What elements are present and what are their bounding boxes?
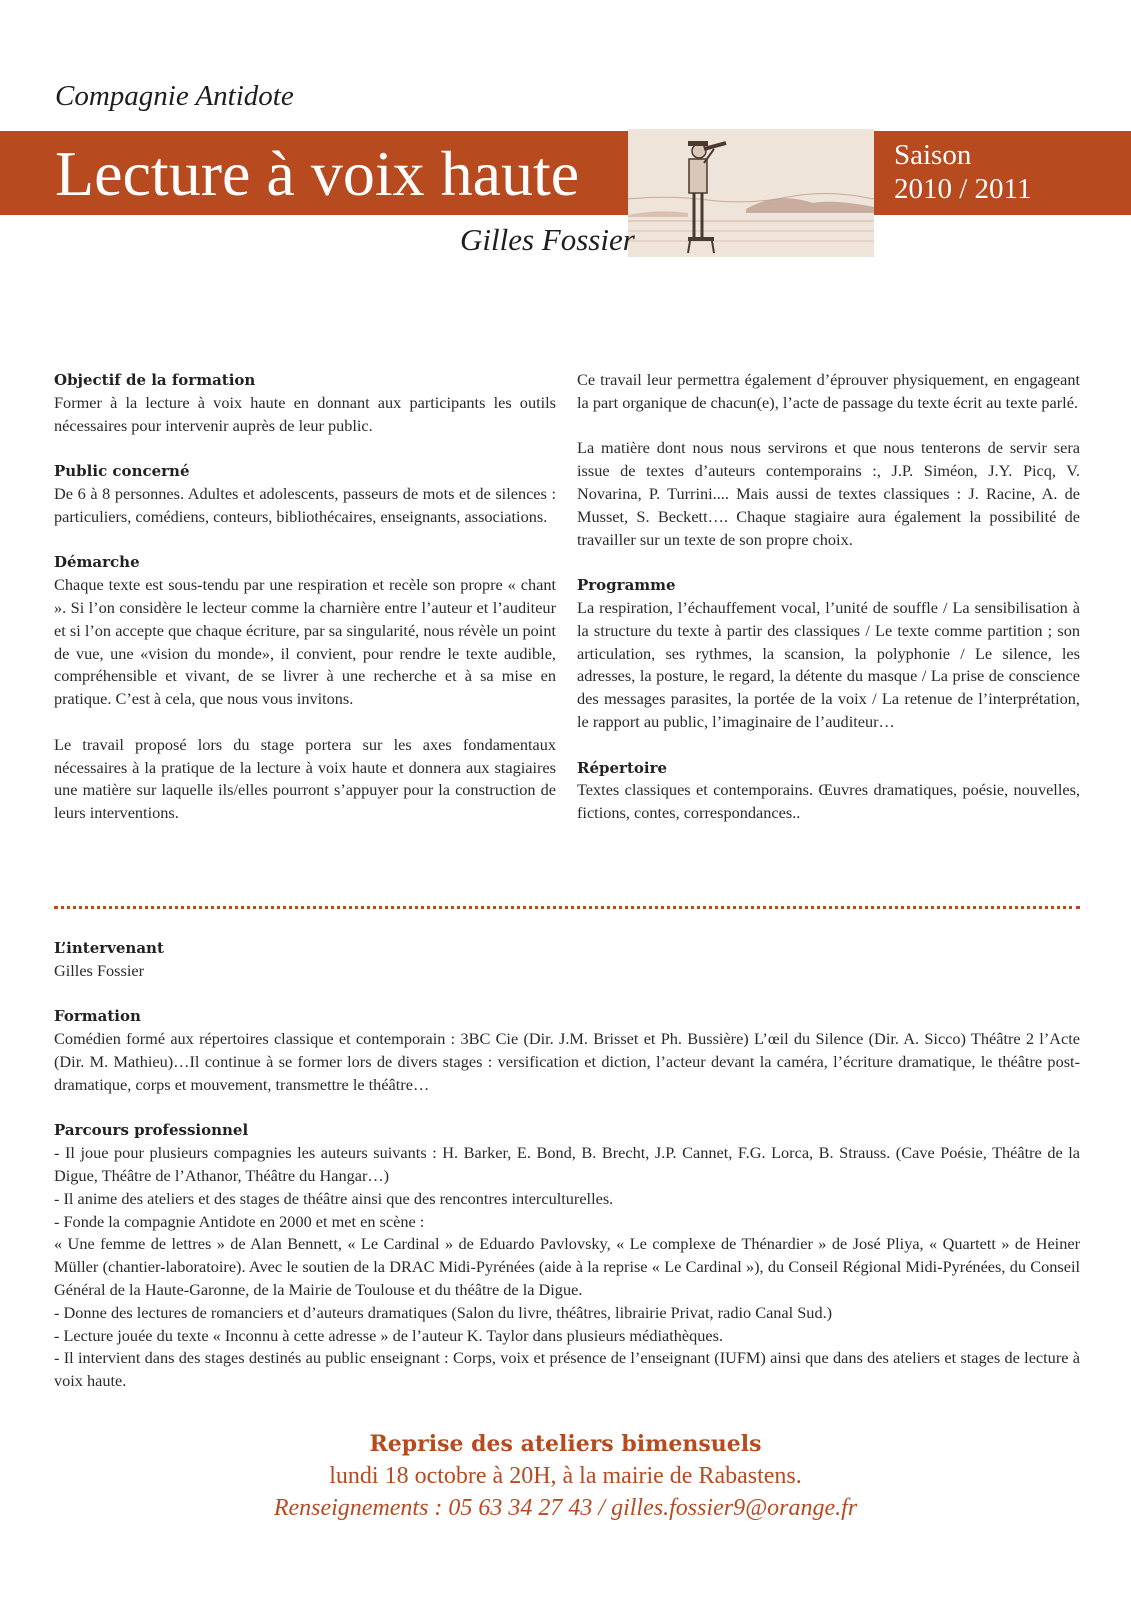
season-label: Saison — [894, 139, 972, 171]
parcours-item: - Lecture jouée du texte « Inconnu à cette adresse » de l’auteur K. Taylor dans plusieurs médiathèques. — [54, 1325, 724, 1345]
parcours-item: - Il intervient dans des stages destinés au public enseignant : Corps, voix et présence de l’enseignant (IUFM) ainsi que dans des ateliers et stages de lecture à voix haute. — [54, 1348, 1080, 1391]
dotted-divider — [54, 906, 1080, 909]
company-name: Compagnie Antidote — [55, 80, 294, 112]
footer-contact: Renseignements : 05 63 34 27 43 / gilles.fossier9@orange.fr — [273, 1495, 858, 1521]
intervenant-heading: L’intervenant — [54, 939, 164, 957]
parcours-heading: Parcours professionnel — [54, 1121, 249, 1140]
parcours-item: - Il joue pour plusieurs compagnies les auteurs suivants : H. Barker, E. Bond, B. Brecht, J.P. Cannet, F.G. Lorca, B. Strauss. (Cave Poésie, Théâtre de la Digue, Théâtre de l’Athanor, Théâtre du Hangar…) — [54, 1143, 1080, 1185]
parcours-item: - Il anime des ateliers et des stages de théâtre ainsi que des rencontres interculturelles. — [54, 1188, 614, 1208]
objectif-heading: Objectif de la formation — [54, 371, 256, 389]
left-column — [54, 369, 556, 848]
repertoire-heading: Répertoire — [577, 758, 668, 777]
season-years: 2010 / 2011 — [894, 173, 1032, 205]
parcours-list — [54, 1142, 1080, 1393]
man-with-telescope-illustration-icon — [628, 129, 874, 257]
demarche-text: Chaque texte est sous-tendu par une respiration et recèle son propre « chant ». Si l’on considère le lecteur comme la charnière entre l’auteur et l’auditeur et si l’on accepte que chaque écriture, par sa singularité, nous révèle un point de vue, une «vision du monde», il convient, pour rendre le texte audible, compréhensible et vivant, de se livrer à une recherche et à sa mise en pratique. C’est à cela, que nous vous invitons. — [54, 575, 556, 709]
footer-date: lundi 18 octobre à 20H, à la mairie de Rabastens. — [329, 1463, 802, 1489]
programme-heading: Programme — [577, 576, 676, 595]
formation-text: Comédien formé aux répertoires classique et contemporain : 3BC Cie (Dir. J.M. Brisset et Ph. Bussière) L’œil du Silence (Dir. A. Sicco) Théâtre 2 l’Acte (Dir. M. Mathieu)…Il continue à se former lors de divers stages : versification et diction, l’acteur devant la caméra, l’écriture dramatique, le théâtre post-dramatique, corps et mouvement, transmettre le théâtre… — [54, 1029, 1080, 1094]
footer-headline: Reprise des ateliers bimensuels — [369, 1431, 762, 1457]
bio-section — [54, 937, 1080, 1393]
parcours-item: « Une femme de lettres » de Alan Bennett, « Le Cardinal » de Eduardo Pavlovsky, « Le complexe de Thénardier » de José Pliya, « Quartett » de Heiner Müller (chantier-laboratoire). Avec le soutien de la DRAC Midi-Pyrénées (aide à la reprise « Le Cardinal »), du Conseil Régional Midi-Pyrénées, du Conseil Général de la Haute-Garonne, de la Mairie de Toulouse et du théâtre de la Digue. — [54, 1234, 1080, 1299]
season-block — [894, 138, 1031, 206]
matiere-text: La matière dont nous nous servirons et que nous tenterons de servir sera issue de textes d’auteurs contemporains :, J.P. Siméon, J.Y. Picq, V. Novarina, P. Turrini.... Mais aussi de textes classiques : J. Racine, A. de Musset, S. Beckett…. Chaque stagiaire aura également la possibilité de travailler sur un texte de son propre choix. — [577, 438, 1080, 549]
public-heading: Public concerné — [54, 462, 190, 481]
parcours-item: - Fonde la compagnie Antidote en 2000 et met en scène : — [54, 1211, 425, 1231]
page-title: Lecture à voix haute — [55, 138, 580, 209]
programme-text: La respiration, l’échauffement vocal, l’unité de souffle / La sensibilisation à la structure du texte à partir des classiques / Le texte comme partition ; son articulation, ses rythmes, la scansion, la polyphonie / Le silence, les adresses, la posture, le regard, la détente du masque / La prise de conscience des messages parasites, la portée de la voix / La retenue de l’interprétation, le rapport au public, l’imaginaire de l’auditeur… — [577, 597, 1080, 731]
intro-text: Ce travail leur permettra également d’éprouver physiquement, en engageant la part organique de chacun(e), l’acte de passage du texte écrit au texte parlé. — [577, 370, 1080, 412]
footer — [0, 1428, 1131, 1524]
demarche-text-2: Le travail proposé lors du stage portera sur les axes fondamentaux nécessaires à la pratique de la lecture à voix haute et donnera aux stagiaires une matière sur laquelle ils/elles pourront s’appuyer pour la construction de leurs interventions. — [54, 734, 556, 823]
public-text: De 6 à 8 personnes. Adultes et adolescents, passeurs de mots et de silences : particuliers, comédiens, conteurs, bibliothécaires, enseignants, associations. — [54, 483, 556, 526]
repertoire-text: Textes classiques et contemporains. Œuvres dramatiques, poésie, nouvelles, fictions, contes, correspondances.. — [577, 780, 1080, 823]
parcours-item: - Donne des lectures de romanciers et d’auteurs dramatiques (Salon du livre, théâtres, librairie Privat, radio Canal Sud.) — [54, 1302, 833, 1322]
author-name: Gilles Fossier — [460, 222, 635, 257]
objectif-text: Former à la lecture à voix haute en donnant aux participants les outils nécessaires pour intervenir auprès de leur public. — [54, 392, 556, 435]
demarche-heading: Démarche — [54, 553, 140, 572]
intervenant-name: Gilles Fossier — [54, 960, 145, 980]
formation-heading: Formation — [54, 1007, 141, 1026]
right-column — [577, 369, 1080, 848]
